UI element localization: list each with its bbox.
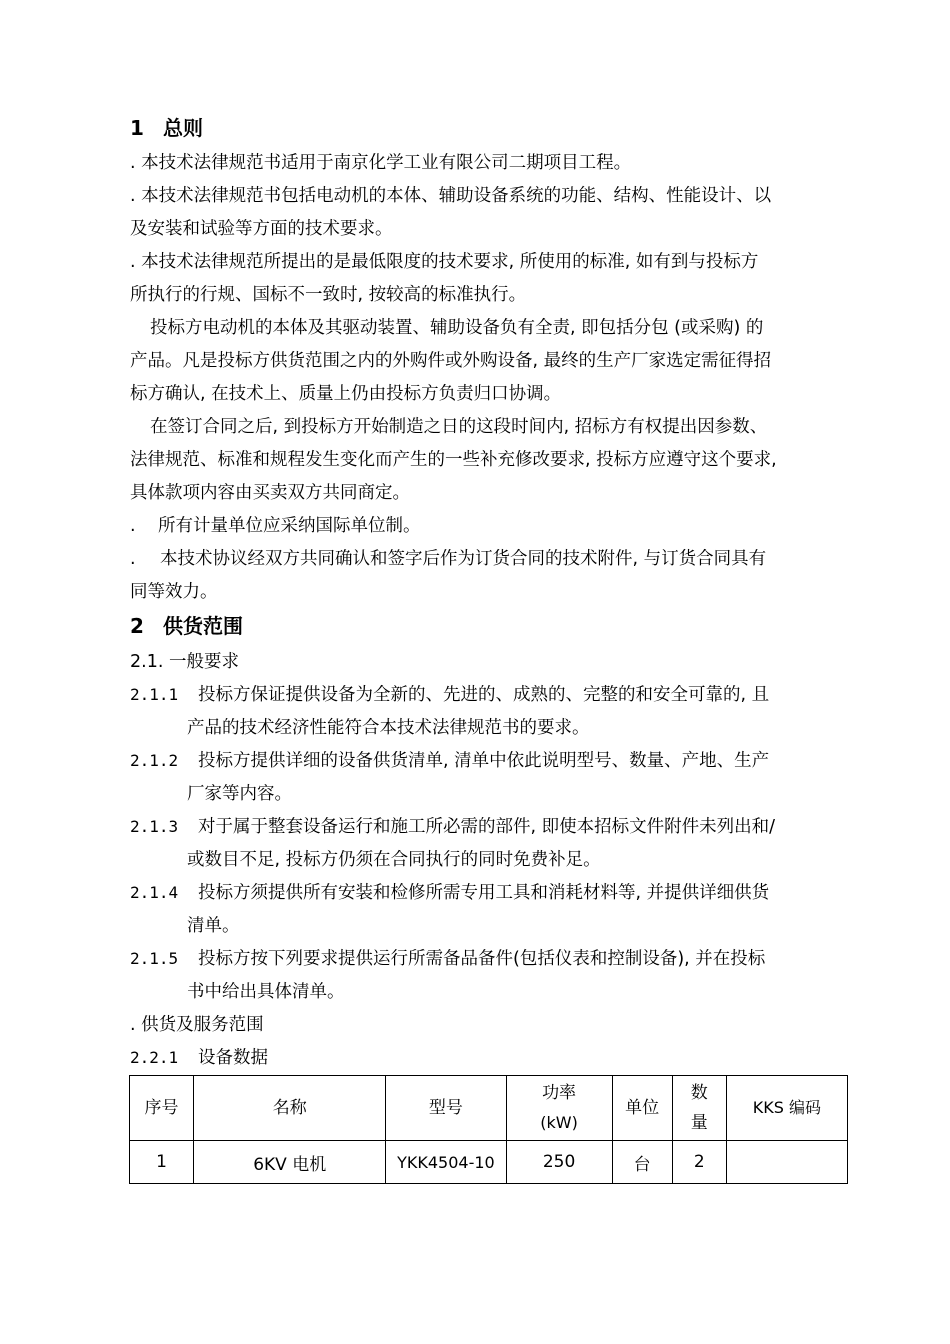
paragraph: 法律规范、标准和规程发生变化而产生的一些补充修改要求, 投标方应遵守这个要求,: [130, 450, 777, 470]
list-item-continuation: 厂家等内容。: [187, 784, 292, 804]
list-dot: .: [130, 549, 136, 569]
paragraph: 标方确认, 在技术上、质量上仍由投标方负责归口协调。: [130, 384, 562, 404]
equipment-data-table: [129, 1075, 848, 1184]
item-text: 投标方提供详细的设备供货清单, 清单中依此说明型号、数量、产地、生产: [198, 751, 770, 771]
paragraph: 产品。凡是投标方供货范围之内的外购件或外购设备, 最终的生产厂家选定需征得招: [130, 351, 772, 371]
item-number: 2.1.5: [130, 949, 179, 968]
list-item-continuation: 书中给出具体清单。: [187, 982, 345, 1002]
header-unit: 单位: [612, 1076, 672, 1141]
section-title: 供货范围: [163, 614, 243, 638]
header-name: 名称: [194, 1076, 386, 1141]
paragraph: . 本技术法律规范书适用于南京化学工业有限公司二期项目工程。: [130, 153, 632, 173]
item-number: 2.1.4: [130, 883, 179, 902]
table-row: [130, 1141, 848, 1184]
list-item: [130, 948, 850, 970]
list-item-continuation: 清单。: [187, 916, 240, 936]
item-number: 2.1.3: [130, 817, 179, 836]
cell-quantity: 2: [672, 1141, 726, 1184]
list-dot: .: [130, 516, 136, 536]
header-model: 型号: [386, 1076, 506, 1141]
item-text: 投标方须提供所有安装和检修所需专用工具和消耗材料等, 并提供详细供货: [198, 883, 770, 903]
item-text: 投标方按下列要求提供运行所需备品备件(包括仪表和控制设备), 并在投标: [198, 949, 766, 969]
header-quantity: [672, 1076, 726, 1141]
header-quantity-part2: 量: [690, 1113, 708, 1133]
header-power-label: 功率: [542, 1083, 577, 1103]
subsection-heading: 2.1. 一般要求: [130, 652, 239, 672]
paragraph: 同等效力。: [130, 582, 218, 602]
cell-power: 250: [506, 1141, 612, 1184]
paragraph: 具体款项内容由买卖双方共同商定。: [130, 483, 410, 503]
table-header-row: [130, 1076, 848, 1141]
paragraph: [130, 515, 850, 537]
section-1-heading: [130, 115, 850, 141]
item-number: 2.1.1: [130, 685, 179, 704]
section-title: 总则: [163, 116, 203, 140]
header-power: [506, 1076, 612, 1141]
header-power-unit: (kW): [540, 1113, 578, 1132]
subsection-heading: [130, 1047, 850, 1069]
section-number: 1: [130, 116, 144, 140]
paragraph: 及安装和试验等方面的技术要求。: [130, 219, 393, 239]
paragraph: 在签订合同之后, 到投标方开始制造之日的这段时间内, 招标方有权提出因参数、: [150, 417, 768, 437]
list-item: [130, 816, 850, 838]
header-serial-no: 序号: [130, 1076, 194, 1141]
item-number: 2.1.2: [130, 751, 179, 770]
list-item: [130, 882, 850, 904]
item-number: 2.2.1: [130, 1048, 179, 1067]
paragraph-text: 本技术协议经双方共同确认和签字后作为订货合同的技术附件, 与订货合同具有: [160, 549, 767, 569]
item-text: 对于属于整套设备运行和施工所必需的部件, 即使本招标文件附件未列出和/: [198, 817, 776, 837]
header-quantity-part1: 数: [690, 1083, 708, 1103]
cell-serial-no: 1: [130, 1141, 194, 1184]
list-item-continuation: 产品的技术经济性能符合本技术法律规范书的要求。: [187, 718, 590, 738]
paragraph: . 本技术法律规范书包括电动机的本体、辅助设备系统的功能、结构、性能设计、以: [130, 186, 772, 206]
paragraph: [130, 548, 850, 570]
list-item: [130, 750, 850, 772]
section-2-heading: [130, 613, 850, 639]
item-text: 设备数据: [198, 1048, 268, 1068]
cell-kks-code: [726, 1141, 847, 1184]
paragraph: 所执行的行规、国标不一致时, 按较高的标准执行。: [130, 285, 527, 305]
section-number: 2: [130, 614, 144, 638]
cell-unit: 台: [612, 1141, 672, 1184]
paragraph-text: 所有计量单位应采纳国际单位制。: [158, 516, 421, 536]
cell-model: YKK4504-10: [386, 1141, 506, 1184]
list-item: [130, 684, 850, 706]
paragraph: . 本技术法律规范所提出的是最低限度的技术要求, 所使用的标准, 如有到与投标方: [130, 252, 759, 272]
subsection-heading: . 供货及服务范围: [130, 1015, 264, 1035]
cell-name: 6KV 电机: [194, 1141, 386, 1184]
header-kks-code: KKS 编码: [726, 1076, 847, 1141]
paragraph: 投标方电动机的本体及其驱动装置、辅助设备负有全责, 即包括分包 (或采购) 的: [150, 318, 764, 338]
list-item-continuation: 或数目不足, 投标方仍须在合同执行的同时免费补足。: [187, 850, 601, 870]
item-text: 投标方保证提供设备为全新的、先进的、成熟的、完整的和安全可靠的, 且: [198, 685, 770, 705]
